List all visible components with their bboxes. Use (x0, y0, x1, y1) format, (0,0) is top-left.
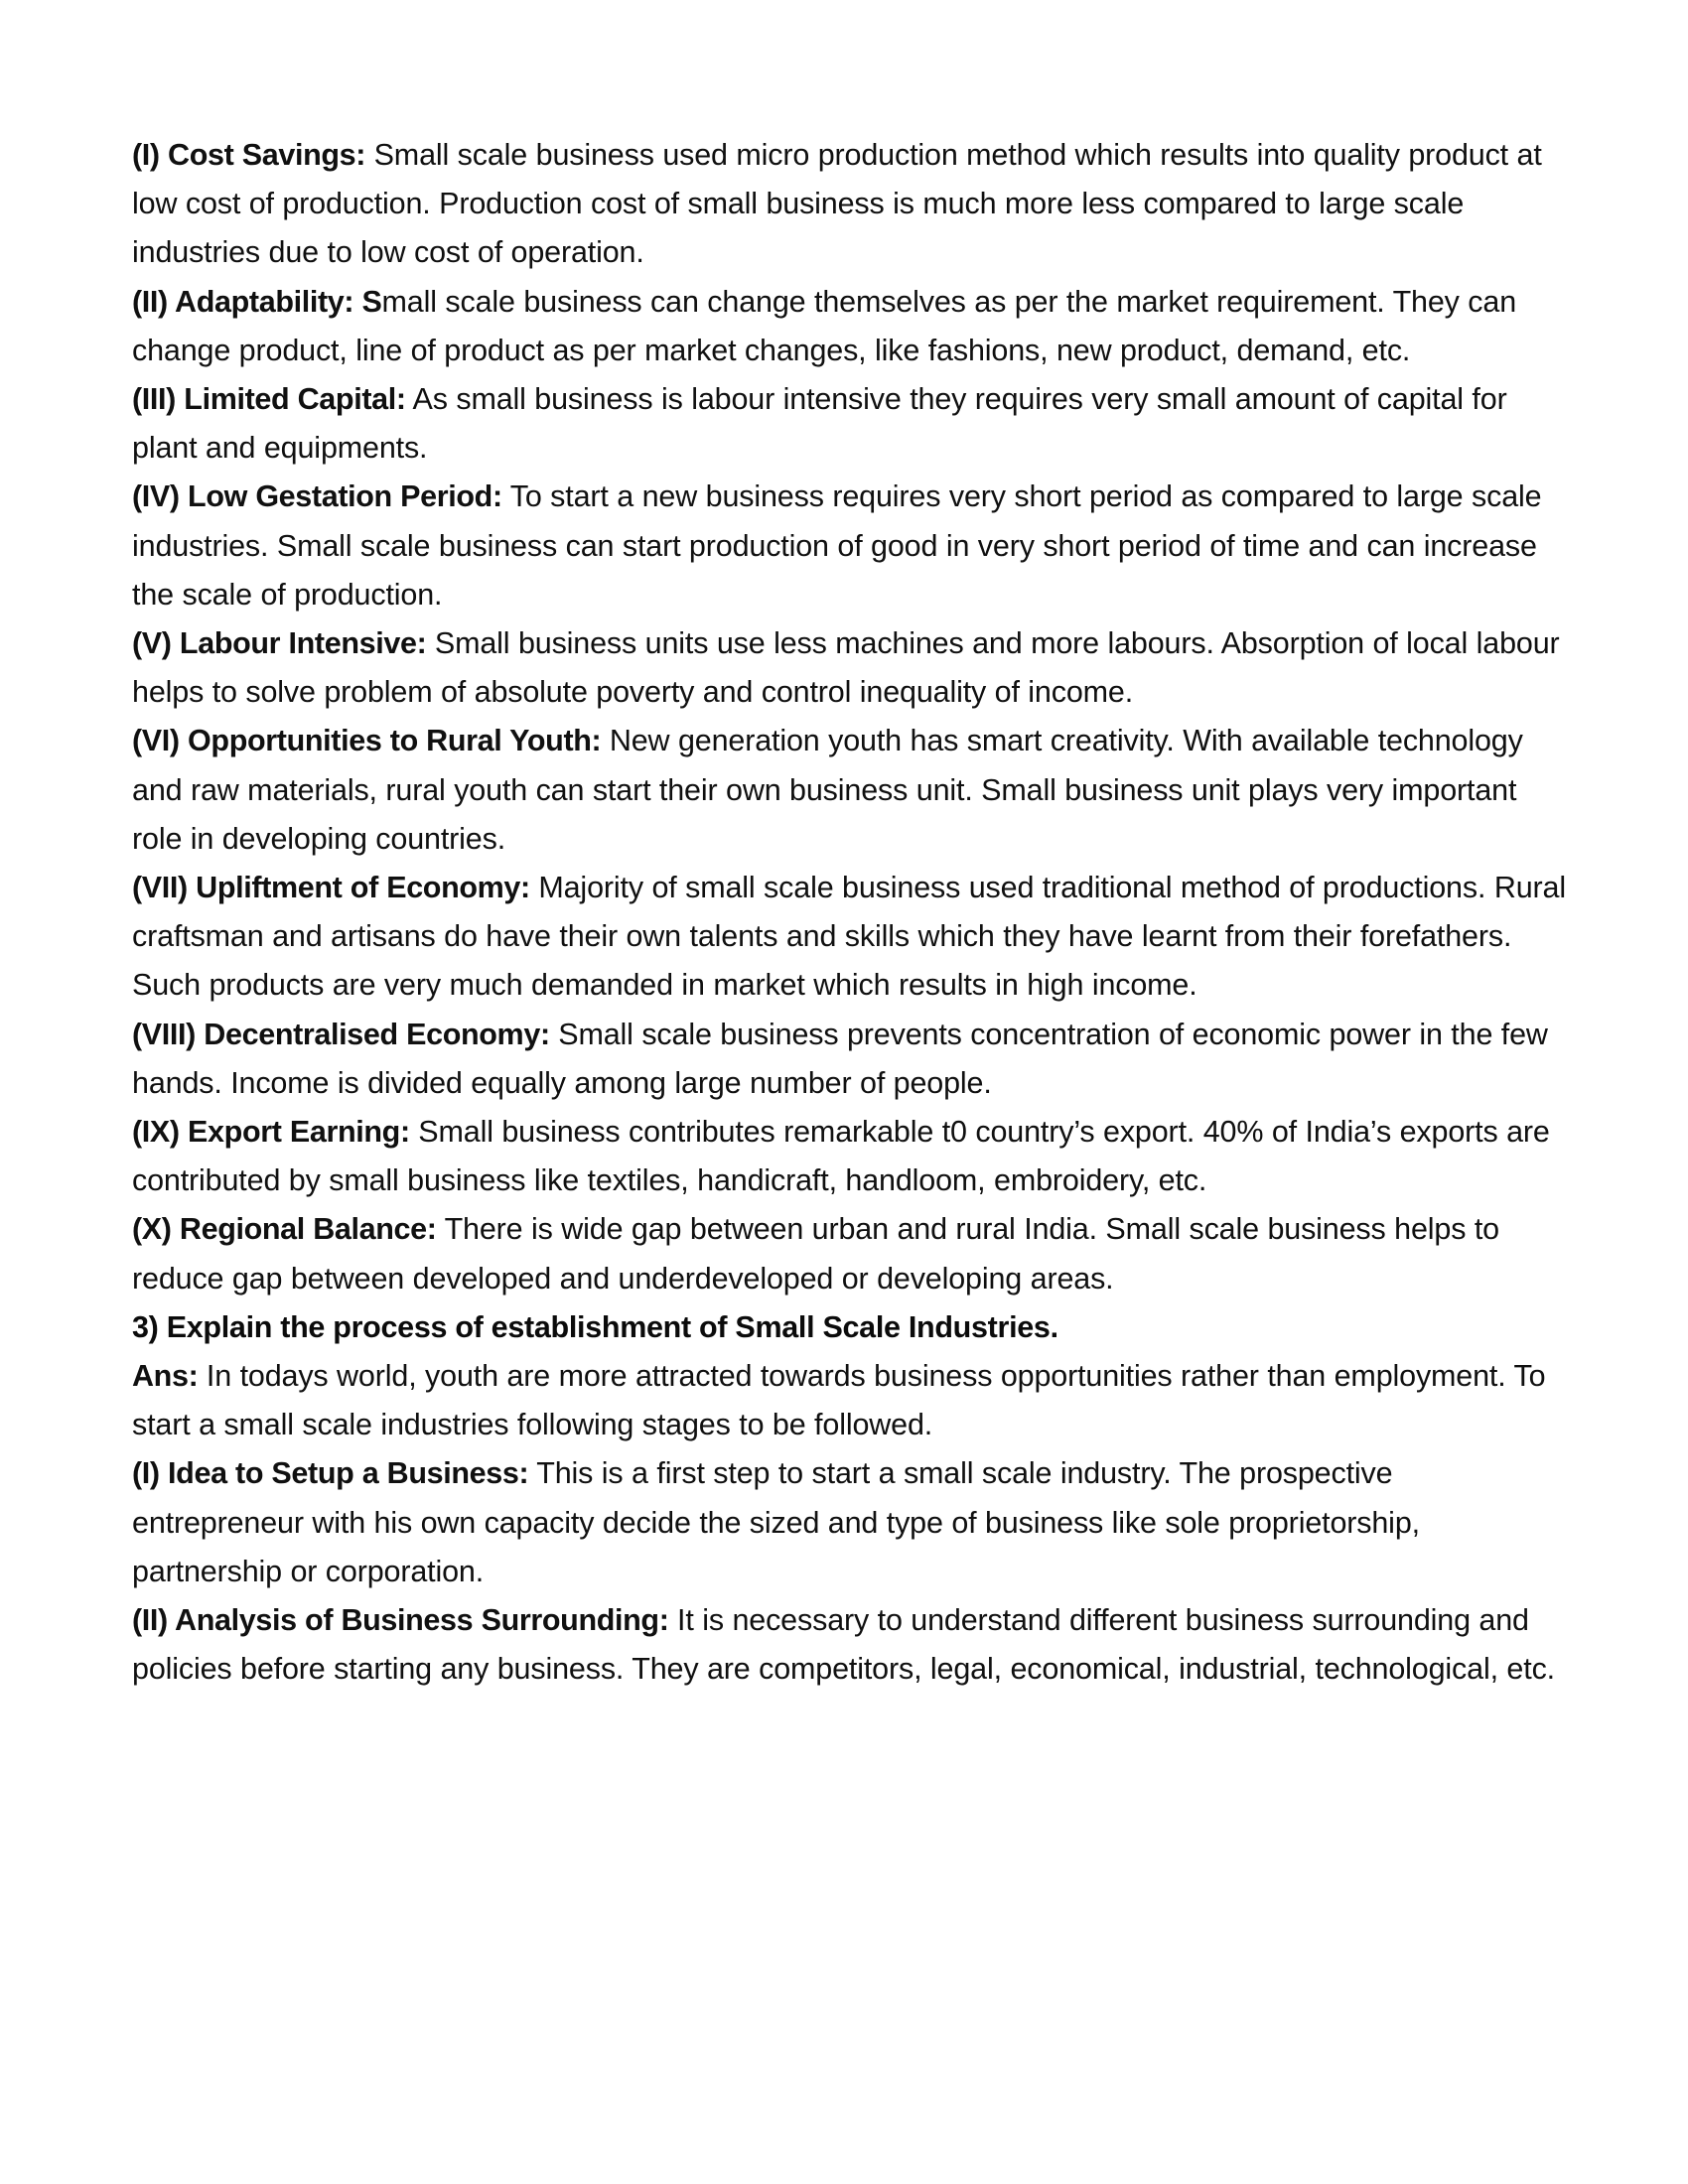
question-heading: 3) Explain the process of establishment of Small Scale Industries. (132, 1309, 1058, 1344)
heading-low-gestation-period: (IV) Low Gestation Period: (132, 479, 502, 514)
body-upliftment-of-economy: Majority of small scale business used traditional method of productions. Rural craftsman and artisans do have their own talents and skills which they have learnt from their forefathers. Such products are very much demanded in market which results in high income. (132, 871, 1566, 1003)
body-regional-balance: There is wide gap between urban and rural India. Small scale business helps to reduce gap between developed and underdeveloped or developing areas. (132, 1212, 1499, 1296)
body-export-earning: Small business contributes remarkable t0 country’s export. 40% of India’s exports are contributed by small business like textiles, handicraft, handloom, embroidery, etc. (132, 1115, 1550, 1198)
body-low-gestation-period: To start a new business requires very short period as compared to large scale industries. Small scale business can start production of good in very short period of time and can increase the scale of production. (132, 479, 1542, 612)
paragraph-export-earning (132, 1108, 1567, 1205)
body-cost-savings: Small scale business used micro production method which results into quality product at low cost of production. Production cost of small business is much more less compared to large scale industries due to low cost of operation. (132, 138, 1542, 270)
body-labour-intensive: Small business units use less machines and more labours. Absorption of local labour helps to solve problem of absolute poverty and control inequality of income. (132, 626, 1560, 710)
heading-limited-capital: (III) Limited Capital: (132, 382, 406, 417)
paragraph-idea-to-setup-a-business (132, 1449, 1567, 1596)
paragraph-low-gestation-period (132, 473, 1567, 619)
heading-cost-savings: (I) Cost Savings: (132, 138, 366, 172)
paragraph-analysis-of-business-surrounding (132, 1596, 1567, 1694)
paragraph-limited-capital (132, 375, 1567, 473)
paragraph-decentralised-economy (132, 1011, 1567, 1108)
heading-adaptability: (II) Adaptability: S (132, 284, 382, 319)
body-limited-capital: As small business is labour intensive they requires very small amount of capital for plant and equipments. (132, 382, 1507, 466)
paragraph-adaptability (132, 278, 1567, 375)
heading-export-earning: (IX) Export Earning: (132, 1115, 410, 1150)
paragraph-labour-intensive (132, 619, 1567, 717)
heading-labour-intensive: (V) Labour Intensive: (132, 626, 427, 661)
heading-upliftment-of-economy: (VII) Upliftment of Economy: (132, 871, 530, 905)
paragraph-opportunities-to-rural-youth (132, 717, 1567, 864)
body-adaptability: mall scale business can change themselves as per the market requirement. They can change product, line of product as per market changes, like fashions, new product, demand, etc. (132, 284, 1517, 367)
heading-analysis-of-business-surrounding: (II) Analysis of Business Surrounding: (132, 1603, 669, 1638)
paragraph-answer-intro (132, 1352, 1567, 1449)
heading-opportunities-to-rural-youth: (VI) Opportunities to Rural Youth: (132, 724, 602, 758)
body-decentralised-economy: Small scale business prevents concentration of economic power in the few hands. Income is divided equally among large number of people. (132, 1017, 1548, 1100)
document-content (132, 131, 1567, 1695)
body-analysis-of-business-surrounding: It is necessary to understand different business surrounding and policies before starting any business. They are competitors, legal, economical, industrial, technological, etc. (132, 1603, 1555, 1687)
heading-decentralised-economy: (VIII) Decentralised Economy: (132, 1017, 550, 1051)
body-idea-to-setup-a-business: This is a first step to start a small scale industry. The prospective entrepreneur with his own capacity decide the sized and type of business like sole proprietorship, partnership or corporation. (132, 1456, 1420, 1588)
paragraph-upliftment-of-economy (132, 864, 1567, 1011)
heading-answer: Ans: (132, 1359, 199, 1394)
paragraph-regional-balance (132, 1205, 1567, 1302)
heading-idea-to-setup-a-business: (I) Idea to Setup a Business: (132, 1456, 529, 1491)
body-answer-intro: In todays world, youth are more attracted towards business opportunities rather than employment. To start a small scale industries following stages to be followed. (132, 1359, 1546, 1442)
paragraph-cost-savings (132, 131, 1567, 278)
body-opportunities-to-rural-youth: New generation youth has smart creativity. With available technology and raw materials, rural youth can start their own business unit. Small business unit plays very important role in developing countries. (132, 724, 1523, 856)
heading-regional-balance: (X) Regional Balance: (132, 1212, 437, 1247)
